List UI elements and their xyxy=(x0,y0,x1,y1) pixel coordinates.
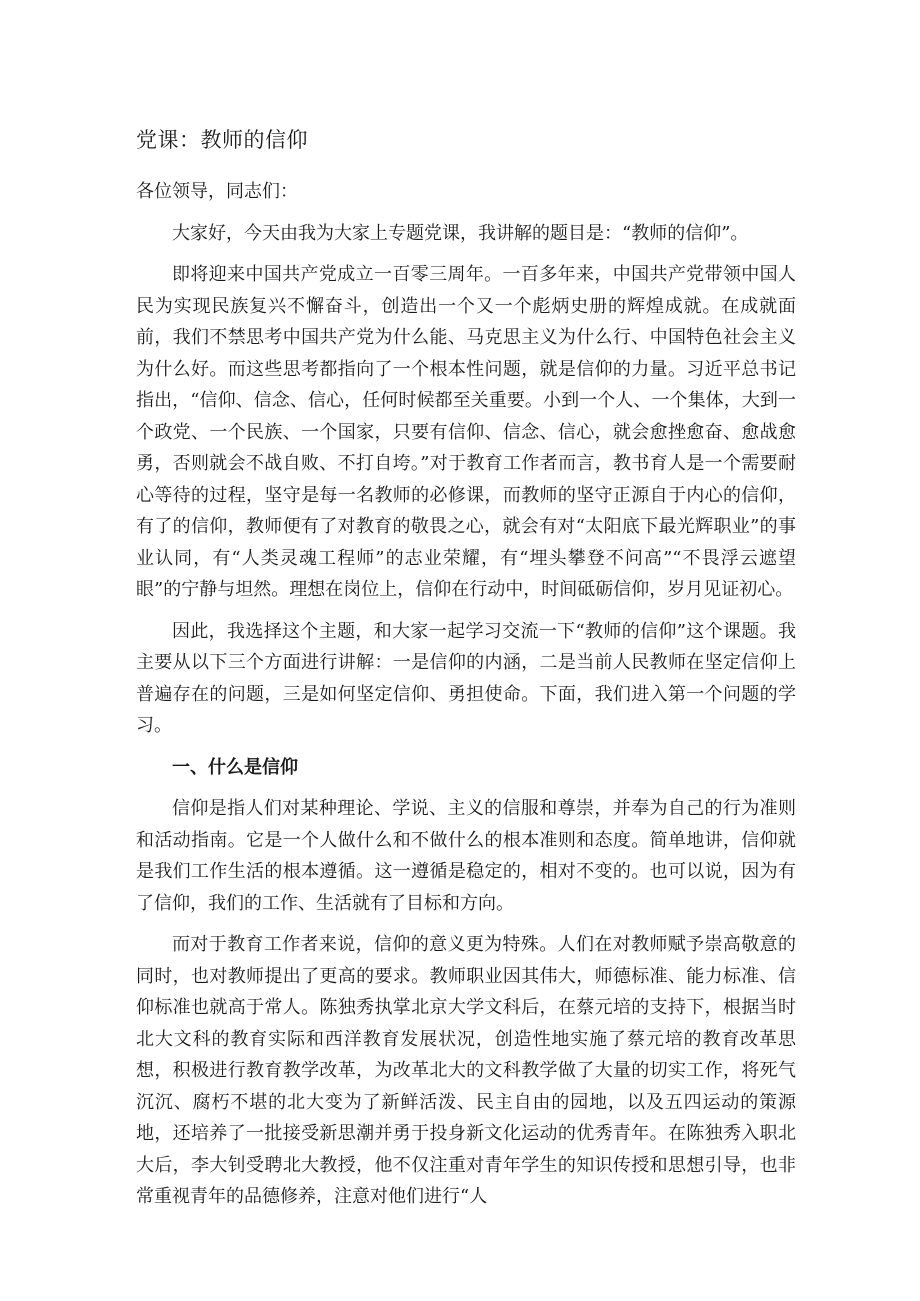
document-title: 党课：教师的信仰 xyxy=(136,128,308,152)
document-body xyxy=(136,176,796,1223)
paragraph-definition: 信仰是指人们对某种理论、学说、主义的信服和尊崇，并奉为自己的行为准则和活动指南。它是一个人做什么和不做什么的根本准则和态度。简单地讲，信仰就是我们工作生活的根本遵循。这一遵循是稳定的，相对不变的。也可以说，因为有了信仰，我们的工作、生活就有了目标和方向。 xyxy=(136,798,796,914)
paragraph-outline: 因此，我选择这个主题，和大家一起学习交流一下“教师的信仰”这个课题。我主要从以下三个方面进行讲解：一是信仰的内涵，二是当前人民教师在坚定信仰上普遍存在的问题，三是如何坚定信仰、勇担使命。下面，我们进入第一个问题的学习。 xyxy=(136,620,796,736)
salutation: 各位领导，同志们： xyxy=(136,181,298,202)
paragraph-significance: 而对于教育工作者来说，信仰的意义更为特殊。人们在对教师赋予崇高敬意的同时，也对教师提出了更高的要求。教师职业因其伟大，师德标准、能力标准、信仰标准也就高于常人。陈独秀执掌北京大学文科后，在蔡元培的支持下，根据当时北大文科的教育实际和西洋教育发展状况，创造性地实施了蔡元培的教育改革思想，积极进行教育教学改革，为改革北大的文科教学做了大量的切实工作，将死气沉沉、腐朽不堪的北大变为了新鲜活泼、民主自由的园地，以及五四运动的策源地，还培养了一批接受新思潮并勇于投身新文化运动的优秀青年。在陈独秀入职北大后，李大钊受聘北大教授，他不仅注重对青年学生的知识传授和思想引导，也非常重视青年的品德修养，注意对他们进行“人 xyxy=(136,934,796,1207)
paragraph-greeting: 大家好，今天由我为大家上专题党课，我讲解的题目是：“教师的信仰”。 xyxy=(172,222,749,244)
section-heading: 一、什么是信仰 xyxy=(172,756,298,778)
paragraph-intro: 即将迎来中国共产党成立一百零三周年。一百多年来，中国共产党带领中国人民为实现民族复兴不懈奋斗，创造出一个又一个彪炳史册的辉煌成就。在成就面前，我们不禁思考中国共产党为什么能、马克思主义为什么行、中国特色社会主义为什么好。而这些思考都指向了一个根本性问题，就是信仰的力量。习近平总书记指出，“信仰、信念、信心，任何时候都至关重要。小到一个人、一个集体，大到一个政党、一个民族、一个国家，只要有信仰、信念、信心，就会愈挫愈奋、愈战愈勇，否则就会不战自败、不打自垮。”对于教育工作者而言，教书育人是一个需要耐心等待的过程，坚守是每一名教师的必修课，而教师的坚守正源自于内心的信仰，有了的信仰，教师便有了对教育的敬畏之心，就会有对“太阳底下最光辉职业”的事业认同，有“人类灵魂工程师”的志业荣耀，有“埋头攀登不问高”“不畏浮云遮望眼”的宁静与坦然。理想在岗位上，信仰在行动中，时间砥砺信仰，岁月见证初心。 xyxy=(136,264,796,600)
